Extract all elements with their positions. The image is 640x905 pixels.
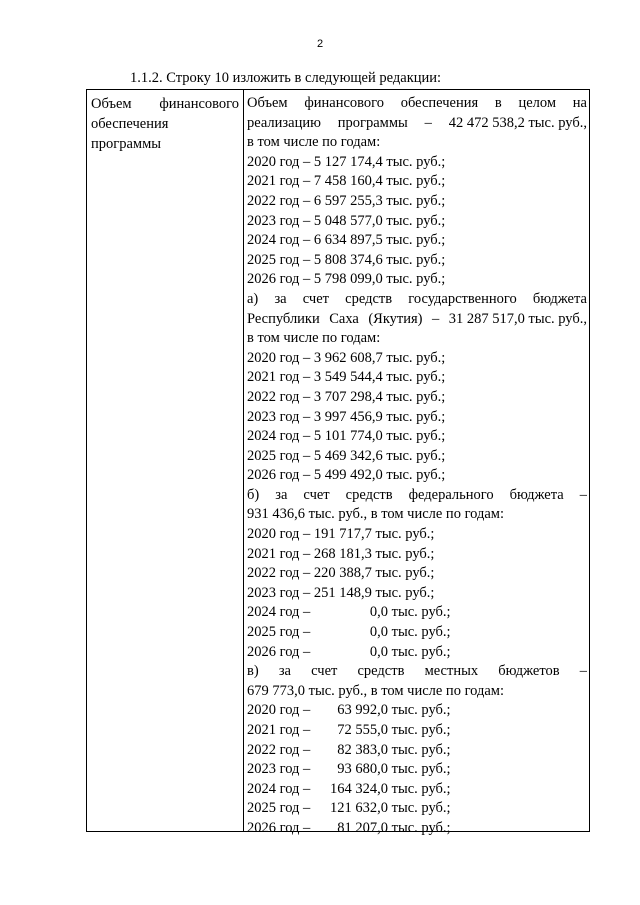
local-line-2: 679 773,0 тыс. руб., в том числе по годам: [247, 682, 505, 699]
federal-line-1 [247, 486, 587, 506]
row-label-cell [91, 94, 239, 154]
text-word: (Якутия) [368, 310, 423, 327]
year-amount: 164 324,0 [330, 780, 388, 797]
page-number: 2 [316, 38, 324, 50]
state-year-2023: 2023 год – 3 997 456,9 тыс. руб.; [247, 408, 446, 425]
label-word: Объем [91, 96, 132, 112]
local-year-2020 [247, 701, 587, 721]
federal-line-2: 931 436,6 тыс. руб., в том числе по годам: [247, 506, 505, 523]
total-year-2025: 2025 год – 5 808 374,6 тыс. руб.; [247, 251, 446, 268]
text-word: – [579, 663, 587, 680]
text-word: Объем [247, 95, 288, 111]
total-year-2022: 2022 год – 6 597 255,3 тыс. руб.; [247, 192, 446, 209]
year-label: 2025 год – [247, 624, 311, 641]
local-year-2023 [247, 760, 587, 780]
text-word: – [432, 310, 440, 327]
local-year-2026 [247, 819, 587, 839]
state-year-2026: 2026 год – 5 499 492,0 тыс. руб.; [247, 467, 446, 484]
text-word: целом [518, 95, 557, 111]
state-amount: 31 287 517,0 тыс. руб., [448, 310, 587, 327]
year-amount: 0,0 [369, 643, 388, 660]
year-label: 2021 год – [247, 722, 311, 738]
year-amount: 0,0 [369, 604, 388, 621]
text-word: на [572, 95, 587, 111]
text-word: местных [424, 663, 479, 680]
year-unit: тыс. руб.; [388, 819, 451, 836]
local-year-2024 [247, 780, 587, 800]
federal-year-2021: 2021 год – 268 181,3 тыс. руб.; [247, 545, 435, 562]
text-word: средств [357, 663, 405, 680]
year-label: 2023 год – [247, 761, 311, 778]
year-unit: тыс. руб.; [388, 800, 451, 817]
year-unit: тыс. руб.; [388, 722, 451, 738]
text-word: обеспечения [400, 95, 479, 111]
year-label: 2020 год – [247, 702, 311, 719]
text-word: счет [311, 663, 338, 680]
total-line-1 [247, 94, 587, 114]
text-word: средств [345, 486, 393, 503]
federal-year-2025 [247, 623, 587, 643]
text-word: Саха [329, 310, 359, 327]
year-unit: тыс. руб.; [388, 702, 451, 719]
text-word: федерального [408, 486, 494, 503]
text-word: реализацию [247, 114, 321, 131]
federal-year-2022: 2022 год – 220 388,7 тыс. руб.; [247, 565, 435, 582]
federal-year-2020: 2020 год – 191 717,7 тыс. руб.; [247, 526, 435, 543]
text-word: за [278, 663, 291, 680]
text-word: бюджетов [498, 663, 560, 680]
total-amount: 42 472 538,2 тыс. руб., [448, 114, 587, 131]
state-line-2 [247, 310, 587, 330]
year-amount: 72 555,0 [337, 722, 388, 738]
total-line-3: в том числе по годам: [247, 134, 381, 151]
year-amount: 81 207,0 [337, 819, 388, 836]
year-unit: тыс. руб.; [388, 604, 451, 621]
local-year-2021 [247, 721, 587, 741]
text-word: финансового [304, 95, 384, 111]
state-year-2020: 2020 год – 3 962 608,7 тыс. руб.; [247, 349, 446, 366]
local-year-2025 [247, 799, 587, 819]
text-word: а) [247, 290, 259, 307]
total-year-2021: 2021 год – 7 458 160,4 тыс. руб.; [247, 173, 446, 190]
year-amount: 82 383,0 [337, 741, 388, 758]
text-word: в) [247, 663, 259, 680]
year-label: 2026 год – [247, 643, 311, 660]
year-amount: 121 632,0 [330, 800, 388, 817]
label-line-1 [91, 94, 239, 114]
text-word: – [579, 486, 587, 503]
text-word: за [274, 290, 287, 307]
federal-year-2023: 2023 год – 251 148,9 тыс. руб.; [247, 584, 435, 601]
total-year-2026: 2026 год – 5 798 099,0 тыс. руб.; [247, 271, 446, 288]
total-year-2023: 2023 год – 5 048 577,0 тыс. руб.; [247, 212, 446, 229]
column-divider [243, 90, 244, 831]
state-line-1 [247, 290, 587, 310]
text-word: Республики [247, 310, 320, 327]
year-amount: 0,0 [369, 624, 388, 641]
label-line-3: программы [91, 136, 161, 152]
local-line-1 [247, 662, 587, 682]
year-unit: тыс. руб.; [388, 643, 451, 660]
text-word: счет [302, 290, 329, 307]
total-line-2 [247, 114, 587, 134]
year-unit: тыс. руб.; [388, 780, 451, 797]
year-label: 2025 год – [247, 800, 311, 817]
year-amount: 63 992,0 [337, 702, 388, 719]
text-word: бюджета [509, 486, 564, 503]
amendment-intro: 1.1.2. Строку 10 изложить в следующей редакции: [130, 70, 442, 86]
federal-year-2026 [247, 643, 587, 663]
text-word: в [494, 95, 502, 111]
text-word: – [424, 114, 432, 131]
year-label: 2022 год – [247, 741, 311, 758]
text-word: программы [337, 114, 408, 131]
total-year-2024: 2024 год – 6 634 897,5 тыс. руб.; [247, 232, 446, 249]
year-unit: тыс. руб.; [388, 624, 451, 641]
year-unit: тыс. руб.; [388, 761, 451, 778]
text-word: средств [345, 290, 393, 307]
state-year-2022: 2022 год – 3 707 298,4 тыс. руб.; [247, 388, 446, 405]
total-year-2020: 2020 год – 5 127 174,4 тыс. руб.; [247, 153, 446, 170]
local-year-2022 [247, 741, 587, 761]
year-label: 2026 год – [247, 819, 311, 836]
state-year-2025: 2025 год – 5 469 342,6 тыс. руб.; [247, 447, 446, 464]
year-label: 2024 год – [247, 604, 311, 621]
year-label: 2024 год – [247, 780, 311, 797]
state-line-3: в том числе по годам: [247, 330, 381, 347]
federal-year-2024 [247, 603, 587, 623]
state-year-2021: 2021 год – 3 549 544,4 тыс. руб.; [247, 369, 446, 386]
text-word: государственного [408, 290, 517, 307]
funding-details-cell [247, 94, 587, 839]
text-word: б) [247, 486, 260, 503]
label-line-2: обеспечения [91, 116, 169, 132]
year-amount: 93 680,0 [337, 761, 388, 778]
state-year-2024: 2024 год – 5 101 774,0 тыс. руб.; [247, 428, 446, 445]
text-word: бюджета [532, 290, 587, 307]
year-unit: тыс. руб.; [388, 741, 451, 758]
label-word: финансового [159, 96, 239, 112]
funding-table [86, 89, 590, 836]
text-word: счет [303, 486, 330, 503]
text-word: за [275, 486, 288, 503]
